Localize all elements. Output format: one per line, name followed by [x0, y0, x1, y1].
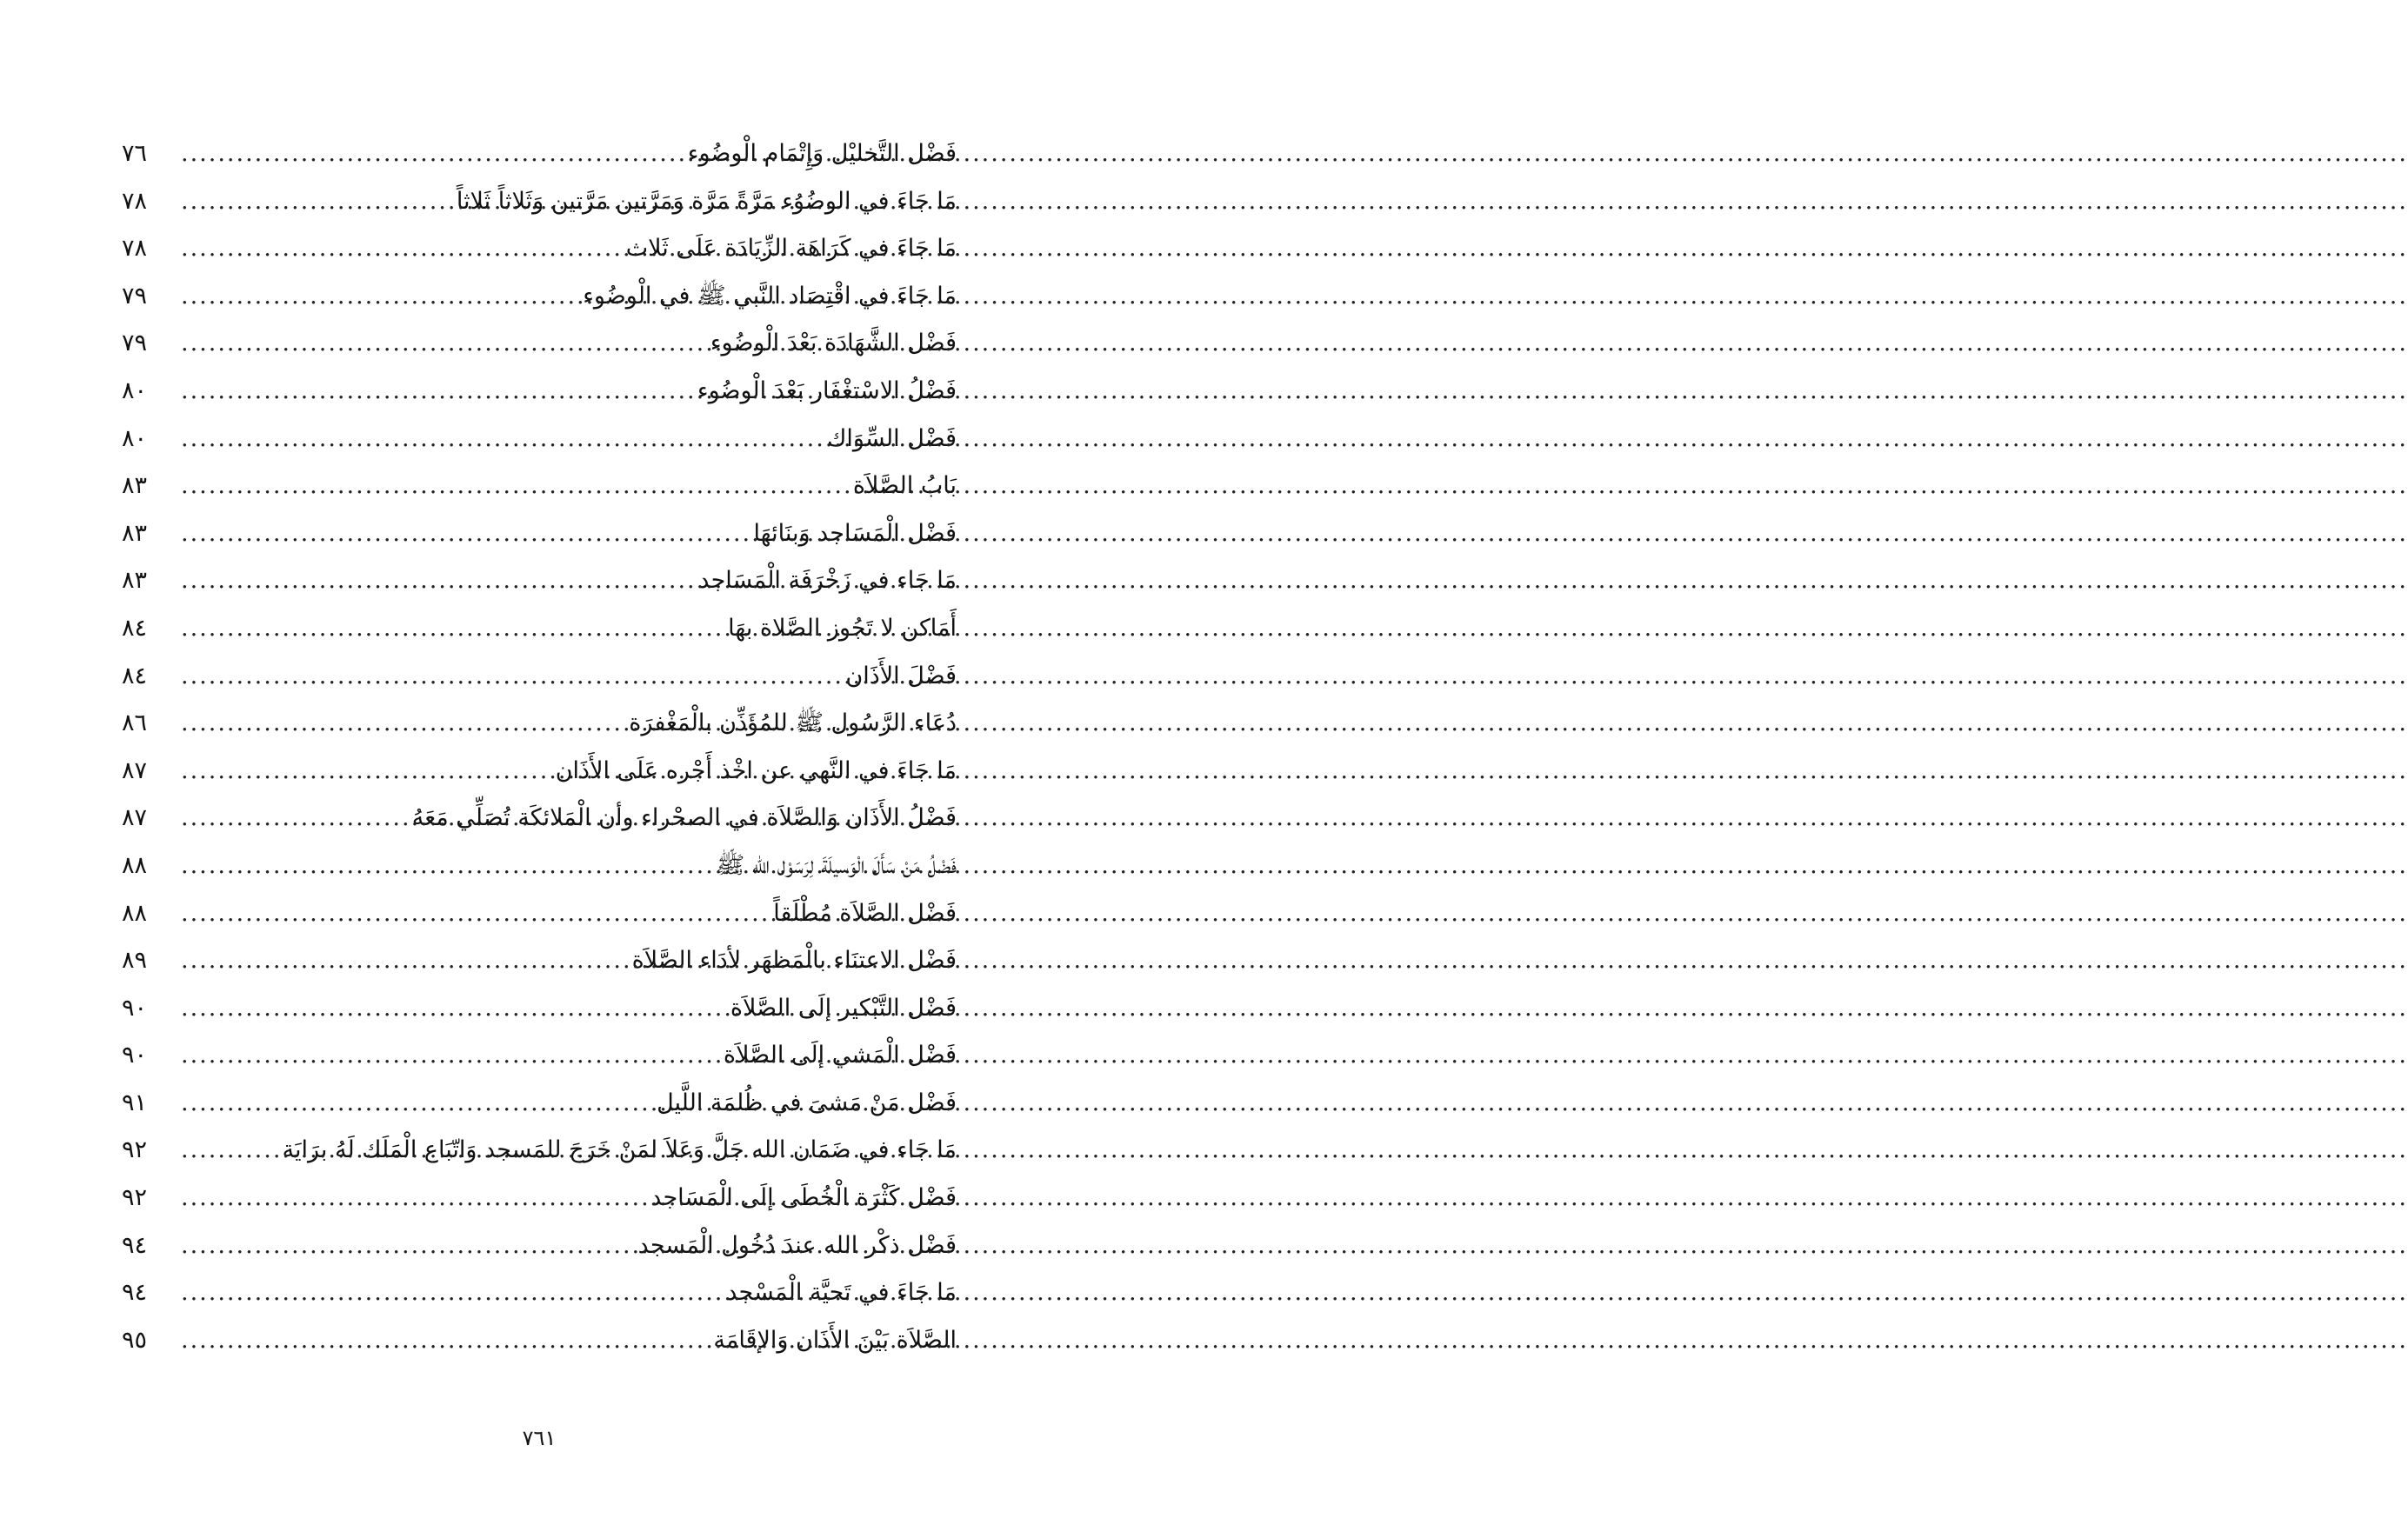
toc-dot-leader: [181, 416, 820, 463]
toc-entry-page-number: ٧٩: [122, 282, 148, 310]
toc-dot-leader: [181, 605, 721, 653]
toc-entry-page-number: ٨٠: [122, 376, 148, 404]
toc-entry-page-number: ٨٨: [122, 899, 148, 927]
toc-dot-leader: [181, 700, 622, 748]
toc-entry: [122, 178, 957, 226]
table-of-contents: [122, 130, 957, 1365]
toc-entry-title: فَضْل التَّخليْل وَإِتْمَام الْوضُوء: [687, 140, 957, 167]
toc-entry: [122, 1175, 957, 1222]
toc-entry-page-number: ٨٧: [122, 756, 148, 784]
toc-entry: [122, 1127, 957, 1175]
toc-entry: [122, 1222, 957, 1270]
toc-entry-title: فَضْل الشَّهَادَة بَعْدَ الْوضُوء: [710, 330, 957, 357]
toc-entry-title: فَضْل الصَّلاَة مُطْلَقاً: [773, 899, 957, 927]
toc-entry-title: فَضْل مَنْ مَشىَ في ظُلمَة اللَّيل: [657, 1089, 957, 1116]
toc-dot-leader: [181, 1269, 719, 1317]
toc-entry: [122, 130, 957, 178]
toc-dot-leader: [181, 985, 724, 1033]
toc-dot-leader: [181, 1032, 717, 1080]
toc-entry-title: مَا جَاء في ضَمَان الله جَلَّ وَعَلاَ لمَنْ خَرَجَ للمَسجد وَاتّبَاع الْمَلَك لَهُ برَايَة: [282, 1136, 957, 1164]
toc-entry-title: دُعَاء الرَّسُول ﷺ للمُؤَذِّن بالْمَغْفرَة: [629, 709, 957, 737]
toc-dot-leader: [181, 1222, 631, 1270]
toc-entry: [122, 225, 957, 273]
toc-entry-title: بَابُ الصَّلاَة: [852, 472, 957, 500]
toc-entry-title: فَضْل السِّوَاك: [827, 424, 957, 452]
toc-entry-page-number: ٨٤: [122, 614, 148, 642]
toc-entry: [122, 368, 957, 416]
toc-entry-title: فَضْل ذكْر الله عندَ دُخُول الْمَسجد: [637, 1231, 957, 1259]
toc-entry-page-number: ٨٦: [122, 709, 148, 737]
toc-entry-page-number: ٨٧: [122, 804, 148, 832]
toc-entry-title: مَا جَاءَ في الوضُوُء مَرَّةً مَرَّة وَمَرَّتين مَرَّتين وَثَلاثاً ثَلاثاً: [456, 187, 957, 215]
toc-entry-page-number: ٨٣: [122, 567, 148, 595]
toc-entry: [122, 795, 957, 842]
toc-entry-page-number: ٩٢: [122, 1136, 148, 1164]
toc-entry-page-number: ٩٥: [122, 1326, 148, 1354]
toc-entry: [122, 1317, 957, 1365]
toc-entry-page-number: ٩٤: [122, 1231, 148, 1259]
toc-entry-title: فَضْلَ الأَذَان: [845, 662, 957, 689]
toc-entry-page-number: ٧٨: [122, 235, 148, 263]
toc-dot-leader: [181, 1080, 650, 1128]
toc-entry-title: مَا جَاء في زَخْرَفَة الْمَسَاجد: [698, 567, 957, 595]
toc-entry-page-number: ٨٠: [122, 424, 148, 452]
toc-entry: [122, 700, 957, 748]
toc-entry: [122, 416, 957, 463]
toc-entry-page-number: ٨٤: [122, 662, 148, 689]
toc-entry-page-number: ٩١: [122, 1089, 148, 1116]
toc-entry-page-number: ٩٠: [122, 994, 148, 1022]
toc-entry-page-number: ٧٦: [122, 140, 148, 167]
toc-entry-title: مَا جَاءَ في تَحيَّة الْمَسْجد: [726, 1279, 957, 1307]
toc-dot-leader: [181, 130, 681, 178]
toc-entry-title: مَا جَاءَ في اقْتِصَاد النَّبي ﷺ في الْوضُوء: [583, 282, 957, 310]
toc-entry: [122, 557, 957, 605]
toc-entry-page-number: ٩٠: [122, 1042, 148, 1069]
toc-dot-leader: [181, 320, 704, 368]
toc-entry-title: فَضْل الاعتنَاء بالْمَظهَر لأدَاء الصَّلاَة: [631, 947, 957, 975]
toc-dot-leader: [181, 842, 710, 890]
toc-dot-leader: [181, 937, 625, 985]
toc-dot-leader: [181, 510, 746, 558]
toc-dot-leader: [181, 557, 691, 605]
toc-entry-page-number: ٨٣: [122, 519, 148, 547]
toc-entry-page-number: ٧٩: [122, 330, 148, 357]
toc-entry-page-number: ٨٨: [122, 851, 148, 879]
toc-dot-leader: [181, 1127, 276, 1175]
toc-entry: [122, 748, 957, 796]
toc-entry-title: فَضْل كَثْرَة الْخُطَى إلَى الْمَسَاجد: [650, 1184, 957, 1212]
toc-entry-page-number: ٧٨: [122, 187, 148, 215]
toc-entry-title: فَضْل التَّبْكير إلَى الصَّلاَة: [730, 994, 957, 1022]
toc-entry: [122, 273, 957, 321]
toc-dot-leader: [181, 225, 619, 273]
toc-entry-title: فَضْلُ مَنْ سَأَلَ الْوَسيلَةَ لِرَسَوْل الله ﷺ: [716, 851, 957, 879]
toc-entry: [122, 463, 957, 510]
toc-dot-leader: [181, 890, 766, 938]
toc-entry-title: مَا جَاءَ في كَرَاهَة الزِّيَادَة عَلَى ثَلاث: [625, 235, 957, 263]
toc-dot-leader: [181, 273, 576, 321]
toc-dot-leader: [181, 653, 838, 701]
toc-entry: [122, 842, 957, 890]
toc-entry: [122, 320, 957, 368]
toc-entry: [122, 653, 957, 701]
toc-entry-title: أَمَاكن لا تَجُوز الصَّلاة بهَا: [728, 614, 957, 642]
toc-dot-leader: [181, 463, 846, 510]
toc-entry-page-number: ٨٩: [122, 947, 148, 975]
toc-entry-title: فَضْلُ الأَذَان وَالصَّلاَة في الصحْراء وأن الْمَلائكَة تُصَلِّي مَعَهُ: [411, 804, 957, 832]
toc-entry-title: فَضْل الْمَسَاجد وَبنَائهَا: [753, 519, 957, 547]
toc-dot-leader: [181, 178, 450, 226]
toc-dot-leader: [181, 1317, 706, 1365]
page-number: ٧٦١: [522, 1426, 557, 1450]
toc-dot-leader: [181, 795, 405, 842]
toc-entry-title: فَضْلُ الاسْتغْفَار بَعْدَ الْوضُوء: [697, 376, 957, 404]
toc-entry: [122, 890, 957, 938]
toc-entry: [122, 985, 957, 1033]
toc-entry: [122, 1032, 957, 1080]
toc-entry: [122, 937, 957, 985]
toc-entry-title: مَا جَاءَ في النَّهي عن اخْذ أَجْره عَلَى الأَذَان: [555, 756, 957, 784]
toc-entry-page-number: ٩٤: [122, 1279, 148, 1307]
toc-entry: [122, 1080, 957, 1128]
toc-entry: [122, 1269, 957, 1317]
toc-dot-leader: [181, 368, 690, 416]
toc-entry-page-number: ٩٢: [122, 1184, 148, 1212]
toc-entry-title: الصَّلاَة بَيْنَ الأَذَان وَالإقَامَة: [713, 1326, 957, 1354]
toc-entry-page-number: ٨٣: [122, 472, 148, 500]
toc-entry: [122, 605, 957, 653]
toc-dot-leader: [181, 1175, 644, 1222]
toc-entry-title: فَضْل الْمَشي إلَى الصَّلاَة: [723, 1042, 957, 1069]
toc-dot-leader: [181, 748, 549, 796]
toc-entry: [122, 510, 957, 558]
